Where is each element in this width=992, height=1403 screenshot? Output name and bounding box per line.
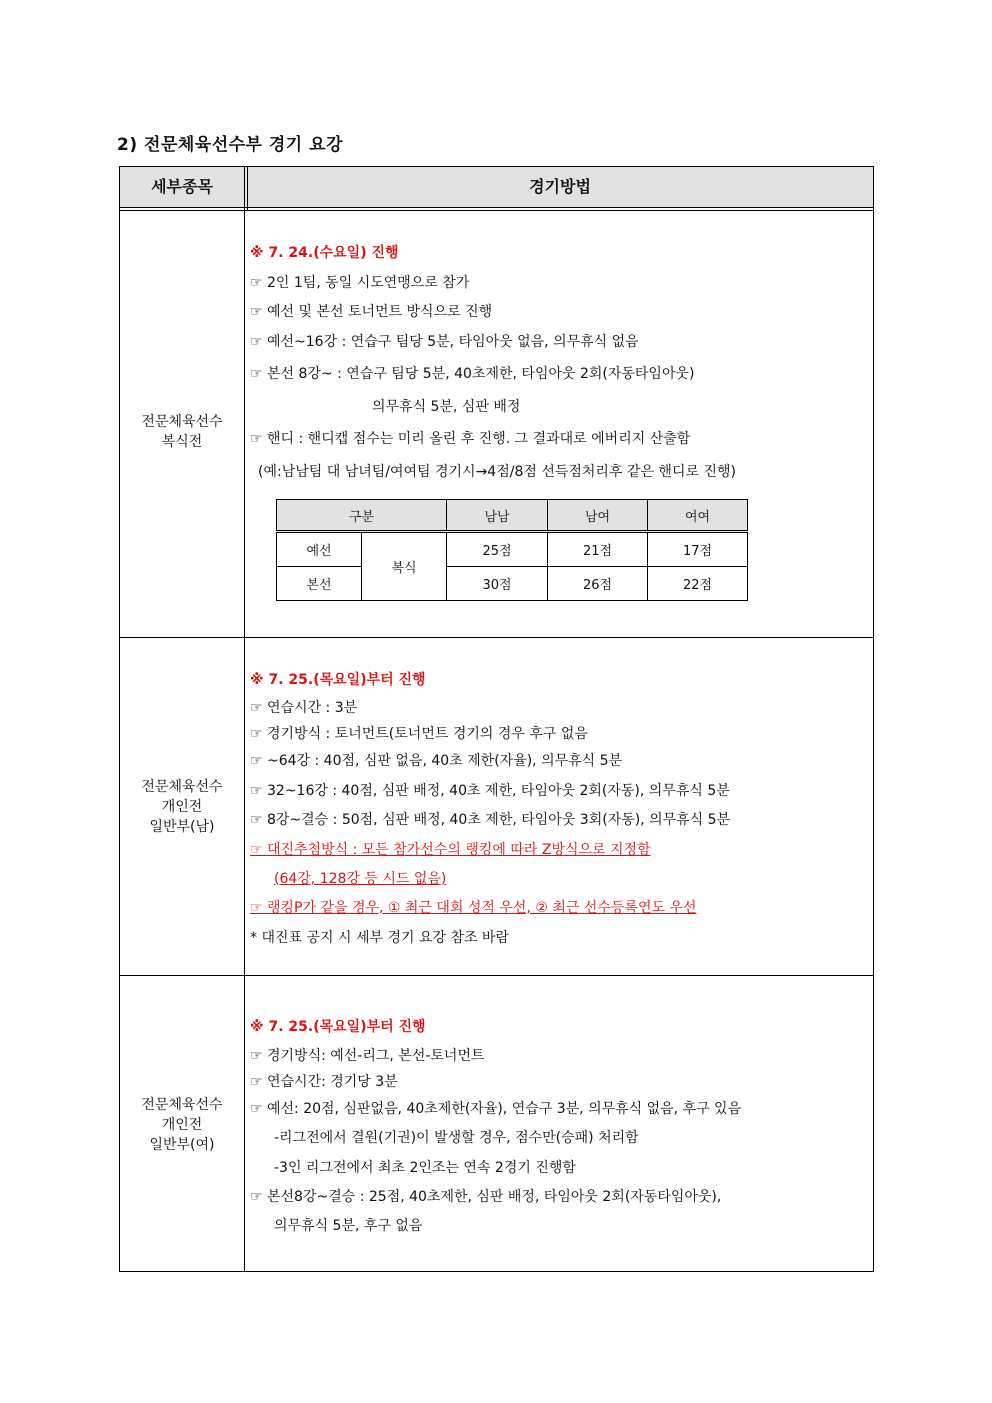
rule-line: ☞ 핸디 : 핸디캡 점수는 미리 올린 후 진행. 그 결과대로 에버리지 산출함 [250,431,691,447]
date-notice: ※ 7. 25.(목요일)부터 진행 [250,1019,426,1035]
category-line: 일반부(남) [149,819,215,835]
column-divider [244,167,245,1271]
score-cell: 22점 [648,567,748,601]
rule-line: ☞ 예선~16강 : 연습구 팀당 5분, 타임아웃 없음, 의무휴식 없음 [250,334,639,350]
rule-line: ☞ ~64강 : 40점, 심판 없음, 40초 제한(자율), 의무휴식 5분 [250,753,623,769]
rule-line: 의무휴식 5분, 심판 배정 [372,399,521,415]
rule-line: -3인 리그전에서 최초 2인조는 연속 2경기 진행함 [274,1160,576,1176]
category-women-singles [120,1095,244,1155]
category-men-singles [120,777,244,837]
handicap-header: 구분 [277,500,447,532]
score-cell: 30점 [447,567,548,601]
category-line: 복식전 [161,434,203,450]
rule-line: -리그전에서 결원(기권)이 발생할 경우, 점수만(승패) 처리함 [274,1130,639,1146]
handicap-header: 남여 [548,500,648,532]
category-line: 전문체육선수 [141,1097,223,1113]
handicap-header-row [277,500,748,532]
stage-cell: 본선 [277,567,362,601]
handicap-header: 여여 [648,500,748,532]
score-cell: 26점 [548,567,648,601]
rule-line: * 대진표 공지 시 세부 경기 요강 참조 바람 [250,930,509,946]
rule-line: ☞ 8강~결승 : 50점, 심판 배정, 40초 제한, 타임아웃 3회(자동), 의무휴식 5분 [250,812,731,828]
rule-line: (예:남남팀 대 남녀팀/여여팀 경기시→4점/8점 선득점처리후 같은 핸디로 진행) [258,464,736,480]
category-line: 일반부(여) [149,1137,215,1153]
handicap-header: 남남 [447,500,548,532]
type-cell: 복식 [362,532,447,601]
stage-cell: 예선 [277,532,362,567]
rule-line: 의무휴식 5분, 후구 없음 [274,1218,423,1234]
handicap-row [277,567,748,601]
category-line: 전문체육선수 [141,779,223,795]
header-category: 세부종목 [151,177,213,196]
rules-table [119,166,874,1272]
rule-line: ☞ 경기방식: 예선-리그, 본선-토너먼트 [250,1048,485,1064]
rule-line: ☞ 예선 및 본선 토너먼트 방식으로 진행 [250,304,493,320]
rule-line: ☞ 연습시간: 경기당 3분 [250,1074,398,1090]
rule-line: ☞ 경기방식 : 토너먼트(토너먼트 경기의 경우 후구 없음 [250,726,588,742]
row-divider [120,975,873,976]
date-notice: ※ 7. 25.(목요일)부터 진행 [250,672,426,688]
category-doubles [120,412,244,452]
rule-line: ☞ 연습시간 : 3분 [250,700,358,716]
rule-line: ☞ 랭킹P가 같을 경우, ① 최근 대회 성적 우선, ② 최근 선수등록연도 우선 [250,900,697,916]
rule-line: (64강, 128강 등 시드 없음) [274,871,447,887]
score-cell: 21점 [548,532,648,567]
score-cell: 25점 [447,532,548,567]
header-divider [120,207,873,211]
date-notice: ※ 7. 24.(수요일) 진행 [250,245,399,261]
page-heading: 2) 전문체육선수부 경기 요강 [117,135,343,155]
score-cell: 17점 [648,532,748,567]
header-method: 경기방법 [529,177,591,196]
row-divider [120,637,873,638]
handicap-row [277,532,748,567]
rule-line: ☞ 본선8강~결승 : 25점, 40초제한, 심판 배정, 타임아웃 2회(자동타임아웃), [250,1189,722,1205]
handicap-table [276,499,748,601]
rule-line: ☞ 대진추첨방식 : 모든 참가선수의 랭킹에 따라 Z방식으로 지정함 [250,842,651,858]
rule-line: ☞ 2인 1팀, 동일 시도연맹으로 참가 [250,275,470,291]
category-line: 개인전 [161,1117,203,1133]
rule-line: ☞ 예선: 20점, 심판없음, 40초제한(자율), 연습구 3분, 의무휴식 없음, 후구 있음 [250,1101,742,1117]
rule-line: ☞ 32~16강 : 40점, 심판 배정, 40초 제한, 타임아웃 2회(자동), 의무휴식 5분 [250,783,730,799]
header-column-divider [247,167,248,211]
category-line: 전문체육선수 [141,414,223,430]
category-line: 개인전 [161,799,203,815]
rule-line: ☞ 본선 8강~ : 연습구 팀당 5분, 40초제한, 타임아웃 2회(자동타임아웃) [250,366,695,382]
